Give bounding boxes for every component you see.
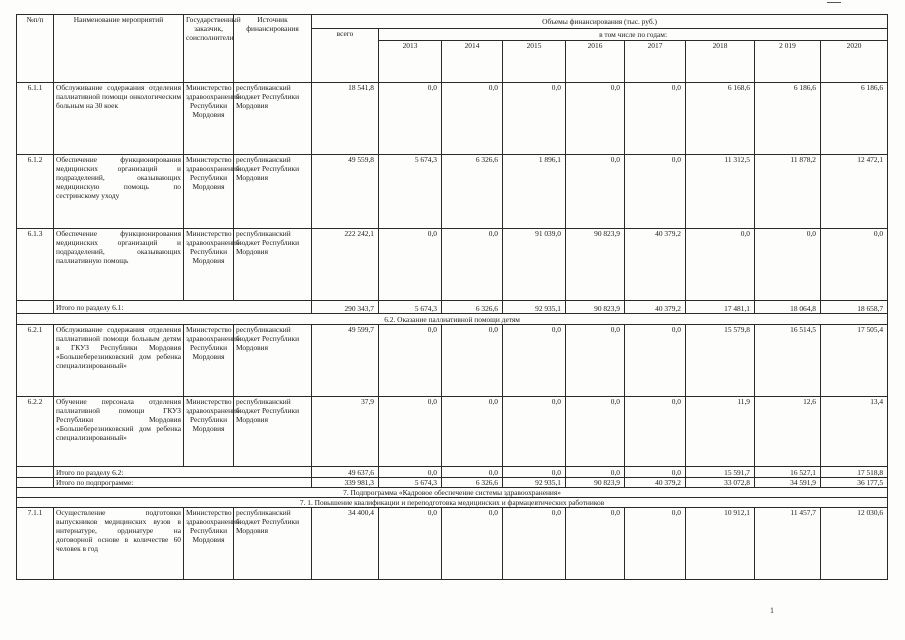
total-value: 40 379,2	[625, 478, 686, 488]
header-row-1	[17, 15, 888, 29]
header-year: 2017	[625, 41, 686, 83]
row-name: Осуществление подготовки выпускников медицинских вузов в интернатуре, ординатуре на договорной основе в количестве 60 человек в год	[54, 508, 184, 580]
total-value: 0,0	[566, 467, 625, 478]
header-by-year: в том числе по годам:	[379, 29, 888, 41]
row-name: Обеспечение функционирования медицинских организаций и подразделений, оказывающих медицинскую помощь по сестринскому уходу	[54, 155, 184, 229]
header-name: Наименование мероприятий	[54, 15, 184, 83]
row-value: 17 505,4	[821, 325, 888, 397]
total-value: 0,0	[442, 467, 503, 478]
total-value: 17 518,8	[821, 467, 888, 478]
header-year: 2015	[503, 41, 566, 83]
header-year: 2020	[821, 41, 888, 83]
row-value: 0,0	[755, 229, 821, 301]
row-value: 0,0	[625, 397, 686, 467]
section-row	[17, 498, 888, 508]
table-row	[17, 397, 888, 467]
header-total: всего	[312, 29, 379, 83]
header-year: 2018	[686, 41, 755, 83]
row-number: 6.2.2	[17, 397, 54, 467]
total-value: 18 064,8	[755, 301, 821, 314]
row-source: республиканский бюджет Республики Мордовия	[234, 325, 312, 397]
row-value: 12 030,6	[821, 508, 888, 580]
row-value: 5 674,3	[379, 155, 442, 229]
row-total: 49 559,8	[312, 155, 379, 229]
row-value: 0,0	[503, 83, 566, 155]
row-number: 7.1.1	[17, 508, 54, 580]
row-value: 0,0	[625, 83, 686, 155]
row-value: 0,0	[442, 508, 503, 580]
header-source: Источник финансирования	[234, 15, 312, 83]
row-source: республиканский бюджет Республики Мордовия	[234, 397, 312, 467]
row-customer: Министерство здравоохранения Республики Мордовия	[184, 83, 234, 155]
row-value: 0,0	[625, 325, 686, 397]
row-value: 12 472,1	[821, 155, 888, 229]
row-value: 11,9	[686, 397, 755, 467]
empty-cell	[17, 301, 54, 314]
table-row	[17, 508, 888, 580]
financing-table	[16, 14, 888, 580]
row-number: 6.1.1	[17, 83, 54, 155]
empty-cell	[17, 467, 54, 478]
row-value: 0,0	[379, 229, 442, 301]
row-source: республиканский бюджет Республики Мордовия	[234, 83, 312, 155]
row-customer: Министерство здравоохранения Республики Мордовия	[184, 325, 234, 397]
row-value: 0,0	[379, 508, 442, 580]
row-name: Обслуживание содержания отделения паллиативной помощи онкологическим больным на 30 коек	[54, 83, 184, 155]
table-row	[17, 325, 888, 397]
row-source: республиканский бюджет Республики Мордовия	[234, 229, 312, 301]
total-value: 17 481,1	[686, 301, 755, 314]
section-title: 6.2. Оказание паллиативной помощи детям	[17, 314, 888, 325]
row-value: 0,0	[566, 155, 625, 229]
row-value: 13,4	[821, 397, 888, 467]
row-value: 6 326,6	[442, 155, 503, 229]
header-year: 2014	[442, 41, 503, 83]
section-row	[17, 314, 888, 325]
row-total: 222 242,1	[312, 229, 379, 301]
header-year: 2 019	[755, 41, 821, 83]
section-title: 7. 1. Повышение квалификации и переподготовка медицинских и фармацевтических работников	[17, 498, 888, 508]
row-value: 0,0	[503, 325, 566, 397]
section-title: 7. Подпрограмма «Кадровое обеспечение системы здравоохранения»	[17, 488, 888, 498]
row-value: 0,0	[442, 83, 503, 155]
total-row-6-1	[17, 301, 888, 314]
row-value: 16 514,5	[755, 325, 821, 397]
table-row	[17, 229, 888, 301]
total-value: 6 326,6	[442, 478, 503, 488]
row-value: 0,0	[442, 325, 503, 397]
total-value: 36 177,5	[821, 478, 888, 488]
row-total: 49 599,7	[312, 325, 379, 397]
row-value: 0,0	[379, 325, 442, 397]
total-value: 0,0	[503, 467, 566, 478]
corner-mark	[827, 2, 841, 3]
row-customer: Министерство здравоохранения Республики Мордовия	[184, 229, 234, 301]
row-value: 6 186,6	[821, 83, 888, 155]
row-value: 11 457,7	[755, 508, 821, 580]
total-row-6-2	[17, 467, 888, 478]
section-row	[17, 488, 888, 498]
row-value: 6 168,6	[686, 83, 755, 155]
row-value: 0,0	[379, 83, 442, 155]
row-value: 0,0	[566, 83, 625, 155]
row-value: 0,0	[686, 229, 755, 301]
document-page	[16, 14, 887, 580]
total-value: 40 379,2	[625, 301, 686, 314]
row-value: 0,0	[821, 229, 888, 301]
total-value: 90 823,9	[566, 478, 625, 488]
row-value: 0,0	[503, 508, 566, 580]
row-value: 0,0	[566, 397, 625, 467]
total-value: 5 674,3	[379, 478, 442, 488]
row-value: 90 823,9	[566, 229, 625, 301]
row-value: 91 039,0	[503, 229, 566, 301]
total-value: 92 935,1	[503, 301, 566, 314]
row-value: 0,0	[625, 155, 686, 229]
row-value: 0,0	[379, 397, 442, 467]
total-value: 5 674,3	[379, 301, 442, 314]
total-value: 34 591,9	[755, 478, 821, 488]
total-value: 92 935,1	[503, 478, 566, 488]
row-value: 11 312,5	[686, 155, 755, 229]
header-volume: Объемы финансирования (тыс. руб.)	[312, 15, 888, 29]
total-value: 16 527,1	[755, 467, 821, 478]
header-no: №п/п	[17, 15, 54, 83]
row-value: 0,0	[442, 229, 503, 301]
header-year: 2013	[379, 41, 442, 83]
row-total: 37,9	[312, 397, 379, 467]
empty-cell	[17, 478, 54, 488]
total-row-subprogram	[17, 478, 888, 488]
row-total: 18 541,8	[312, 83, 379, 155]
total-value: 33 072,8	[686, 478, 755, 488]
total-value: 339 981,3	[312, 478, 379, 488]
table-row	[17, 155, 888, 229]
row-total: 34 400,4	[312, 508, 379, 580]
row-number: 6.1.3	[17, 229, 54, 301]
row-value: 0,0	[566, 325, 625, 397]
row-value: 10 912,1	[686, 508, 755, 580]
row-value: 12,6	[755, 397, 821, 467]
row-customer: Министерство здравоохранения Республики Мордовия	[184, 397, 234, 467]
row-customer: Министерство здравоохранения Республики Мордовия	[184, 508, 234, 580]
total-label: Итого по подпрограмме:	[54, 478, 312, 488]
total-value: 49 637,6	[312, 467, 379, 478]
total-value: 0,0	[379, 467, 442, 478]
row-name: Обучение персонала отделения паллиативной помощи ГКУЗ Республики Мордовия «Большеберезниковский дом ребенка специализированный»	[54, 397, 184, 467]
total-label: Итого по разделу 6.2:	[54, 467, 312, 478]
row-value: 11 878,2	[755, 155, 821, 229]
row-source: республиканский бюджет Республики Мордовия	[234, 155, 312, 229]
row-customer: Министерство здравоохранения Республики Мордовия	[184, 155, 234, 229]
total-value: 15 591,7	[686, 467, 755, 478]
row-value: 0,0	[503, 397, 566, 467]
total-value: 0,0	[625, 467, 686, 478]
page-number: 1	[770, 606, 774, 615]
row-source: республиканский бюджет Республики Мордовия	[234, 508, 312, 580]
row-value: 0,0	[625, 508, 686, 580]
table-row	[17, 83, 888, 155]
row-name: Обслуживание содержания отделения паллиативной помощи больным детям в ГКУЗ Республики Мордовия «Большеберезниковский дом ребенка специализированный»	[54, 325, 184, 397]
row-value: 1 896,1	[503, 155, 566, 229]
row-name: Обеспечение функционирования медицинских организаций и подразделений, оказывающих паллиативную помощь	[54, 229, 184, 301]
total-value: 290 343,7	[312, 301, 379, 314]
header-year: 2016	[566, 41, 625, 83]
row-number: 6.1.2	[17, 155, 54, 229]
total-value: 18 658,7	[821, 301, 888, 314]
row-value: 15 579,8	[686, 325, 755, 397]
row-value: 0,0	[442, 397, 503, 467]
row-value: 6 186,6	[755, 83, 821, 155]
row-value: 0,0	[566, 508, 625, 580]
total-label: Итого по разделу 6.1:	[54, 301, 312, 314]
total-value: 90 823,9	[566, 301, 625, 314]
total-value: 6 326,6	[442, 301, 503, 314]
header-customer: Государственный заказчик, соисполнители	[184, 15, 234, 83]
row-number: 6.2.1	[17, 325, 54, 397]
row-value: 40 379,2	[625, 229, 686, 301]
